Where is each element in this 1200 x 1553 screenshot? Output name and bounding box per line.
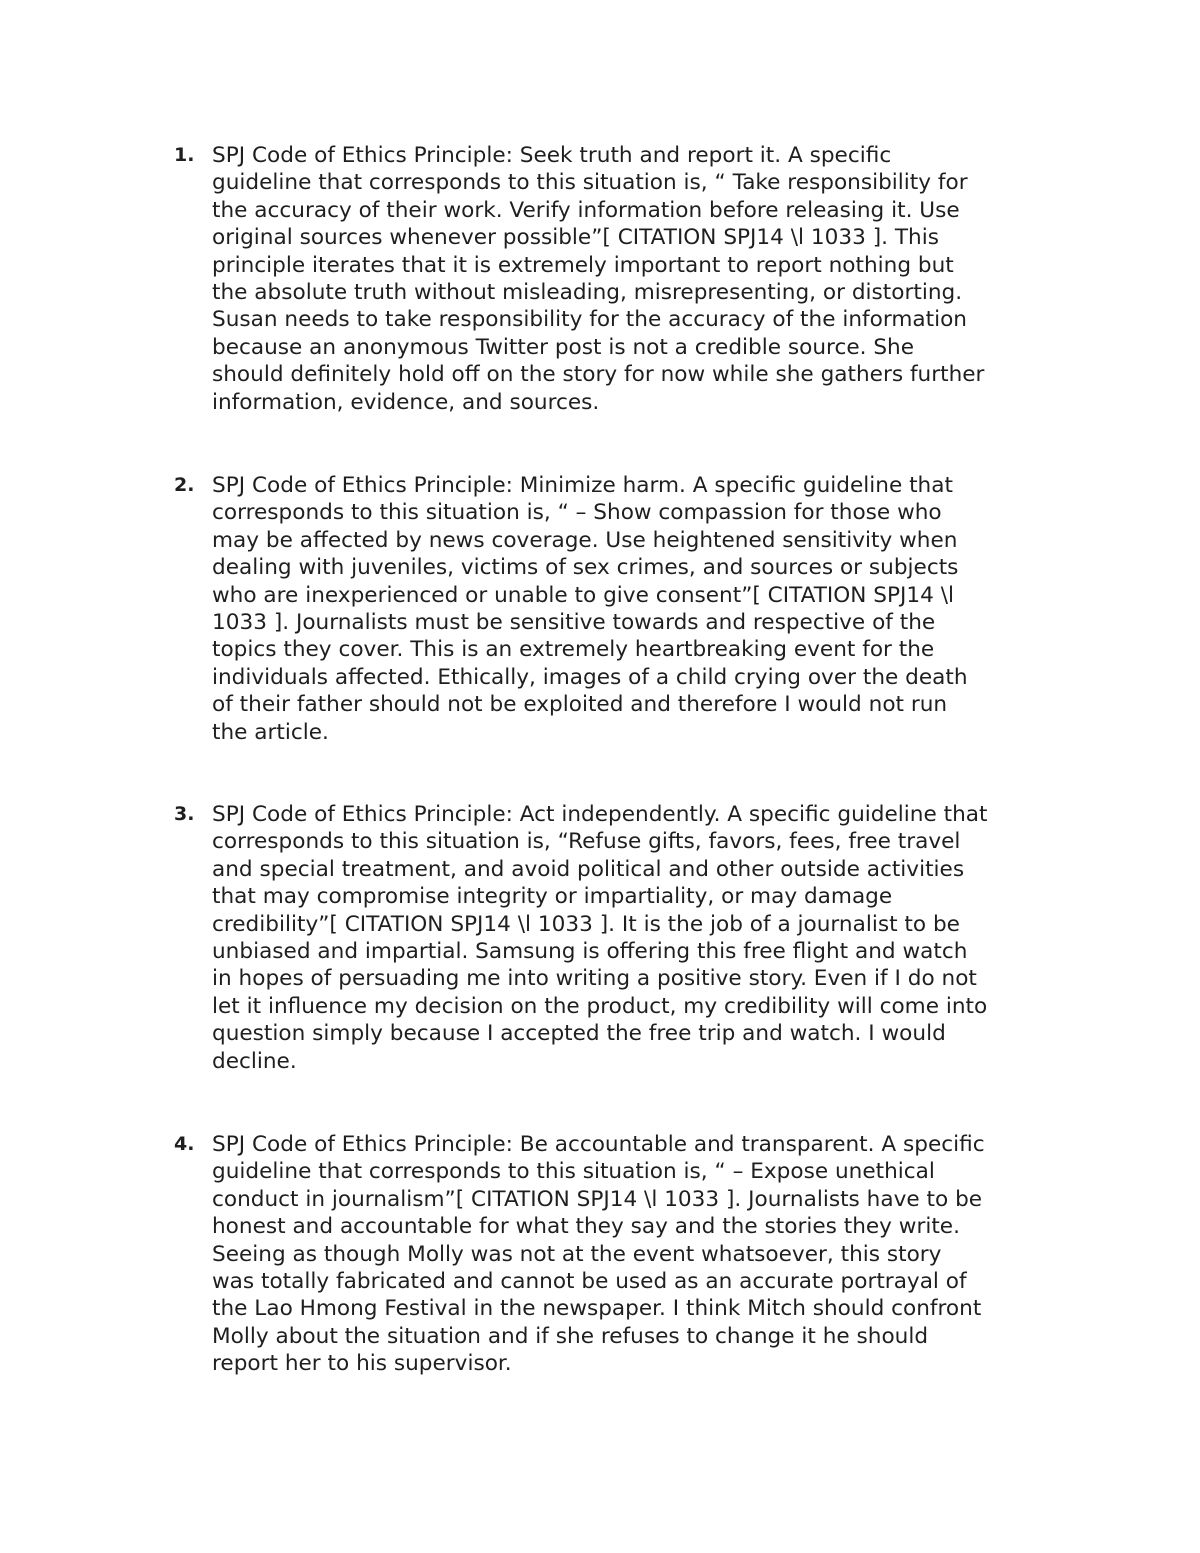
list-item-number: 2. [174, 474, 195, 496]
list-item-text: SPJ Code of Ethics Principle: Act independently. A specific guideline that corresponds to this situation is, “Refuse gifts, favors, fees, free travel and special treatment, and avoid political and other outside activities that may compromise integrity or impartiality, or may damage credibility”[ CITATION SPJ14 \l 1033 ]. It is the job of a journalist to be unbiased and impartial. Samsung is offering this free flight and watch in hopes of persuading me into writing a positive story. Even if I do not let it influence my decision on the product, my credibility will come into question simply because I accepted the free trip and watch. I would decline. [212, 802, 988, 1074]
list-item-text: SPJ Code of Ethics Principle: Minimize harm. A specific guideline that corresponds to this situation is, “ – Show compassion for those who may be affected by news coverage. Use heightened sensitivity when dealing with juveniles, victims of sex crimes, and sources or subjects who are inexperienced or unable to give consent”[ CITATION SPJ14 \l 1033 ]. Journalists must be sensitive towards and respective of the topics they cover. This is an extremely heartbreaking event for the individuals affected. Ethically, images of a child crying over the death of their father should not be exploited and therefore I would not run the article. [212, 473, 968, 745]
list-item-text: SPJ Code of Ethics Principle: Be accountable and transparent. A specific guideline that corresponds to this situation is, “ – Expose unethical conduct in journalism”[ CITATION SPJ14 \l 1033 ]. Journalists have to be honest and accountable for what they say and the stories they write. Seeing as though Molly was not at the event whatsoever, this story was totally fabricated and cannot be used as an accurate portrayal of the Lao Hmong Festival in the newspaper. I think Mitch should confront Molly about the situation and if she refuses to change it he should report her to his supervisor. [212, 1132, 985, 1377]
list-item-number: 4. [174, 1133, 195, 1155]
list-item-number: 1. [174, 144, 195, 166]
list-item-number: 3. [174, 803, 195, 825]
list-item-text: SPJ Code of Ethics Principle: Seek truth and report it. A specific guideline that corresponds to this situation is, “ Take responsibility for the accuracy of their work. Verify information before releasing it. Use original sources whenever possible”[ CITATION SPJ14 \l 1033 ]. This principle iterates that it is extremely important to report nothing but the absolute truth without misleading, misrepresenting, or distorting. Susan needs to take responsibility for the accuracy of the information because an anonymous Twitter post is not a credible source. She should definitely hold off on the story for now while she gathers further information, evidence, and sources. [212, 143, 985, 415]
